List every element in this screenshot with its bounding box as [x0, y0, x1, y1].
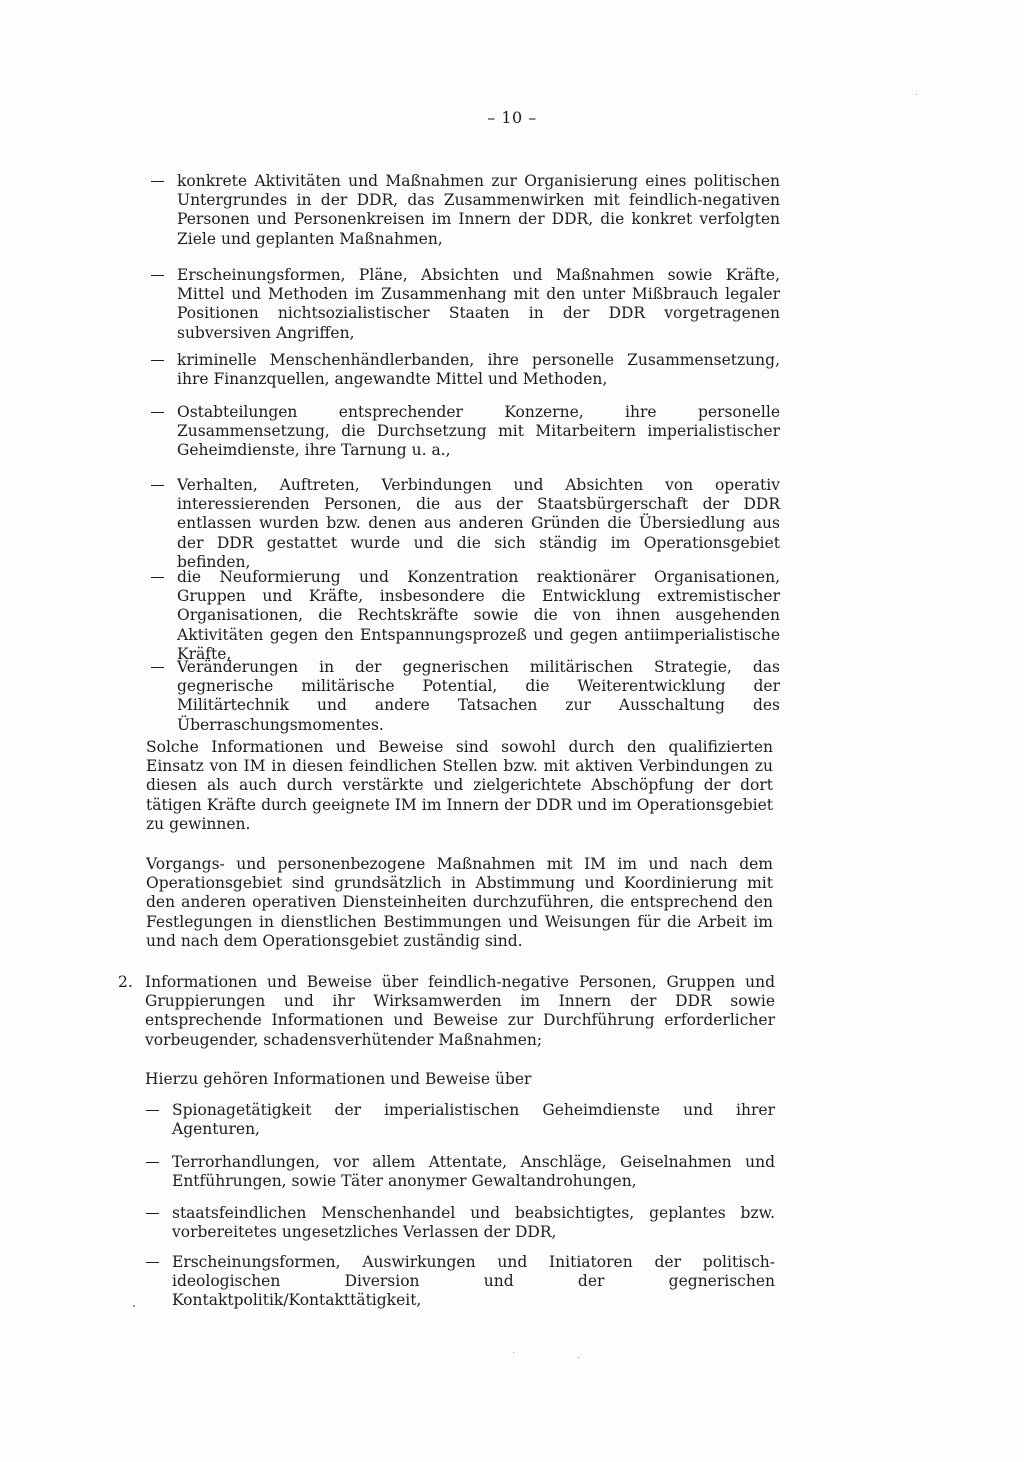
- list-item-text: Veränderungen in der gegnerischen militärischen Strategie, das gegnerische militärische Potential, die Weiterentwicklung der Militärtechnik und andere Tatsachen zur Ausschaltung des Überraschungsmomentes.: [177, 658, 780, 734]
- list-item: [148, 403, 780, 461]
- intro-text: Hierzu gehören Informationen und Beweise über: [145, 1070, 532, 1088]
- list-item-text: kriminelle Menschenhändlerbanden, ihre personelle Zusammensetzung, ihre Finanzquellen, angewandte Mittel und Methoden,: [177, 351, 780, 389]
- item-number: 2.: [118, 973, 133, 991]
- list-item: [148, 658, 780, 735]
- numbered-item: [118, 973, 775, 1050]
- scan-speck: [916, 94, 917, 95]
- list-item-text: Ostabteilungen entsprechender Konzerne, ihre personelle Zusammensetzung, die Durchsetzung mit Mitarbeitern imperialistischer Geheimdienste, ihre Tarnung u. a.,: [177, 403, 780, 460]
- list-item: [143, 1204, 775, 1242]
- list-item-text: staatsfeindlichen Menschenhandel und beabsichtigtes, geplantes bzw. vorbereitetes ungesetzliches Verlassen der DDR,: [172, 1204, 775, 1242]
- list-item-text: Erscheinungsformen, Pläne, Absichten und Maßnahmen sowie Kräfte, Mittel und Methoden im Zusammenhang mit den unter Mißbrauch legaler Positionen nichtsozialistischer Staaten in der DDR vorgetragenen subversiven Angriffen,: [177, 266, 780, 342]
- list-item: [148, 351, 780, 389]
- body-paragraph: Solche Informationen und Beweise sind sowohl durch den qualifizierten Einsatz von IM in diesen feindlichen Stellen bzw. mit aktiven Verbindungen zu diesen als auch durch verstärkte und zielgerichtete Abschöpfung der dort tätigen Kräfte durch geeignete IM im Innern der DDR und im Operationsgebiet zu gewinnen.: [146, 738, 773, 833]
- numbered-item-text: Informationen und Beweise über feindlich-negative Personen, Gruppen und Gruppierungen und ihr Wirksamwerden im Innern der DDR sowie entsprechende Informationen und Beweise zur Durchführung erforderlicher vorbeugender, schadensverhütender Maßnahmen;: [145, 973, 775, 1049]
- body-paragraph: Vorgangs- und personenbezogene Maßnahmen mit IM im und nach dem Operationsgebiet sind grundsätzlich in Abstimmung und Koordinierung mit den anderen operativen Diensteinheiten durchzuführen, die entsprechend den Festlegungen in dienstlichen Bestimmungen und Weisungen für die Arbeit im und nach dem Operationsgebiet zuständig sind.: [146, 855, 773, 950]
- list-item: [148, 172, 780, 249]
- list-item: [143, 1153, 775, 1191]
- list-item-text: Terrorhandlungen, vor allem Attentate, Anschläge, Geiselnahmen und Entführungen, sowie Täter anonymer Gewaltandrohungen,: [172, 1153, 775, 1191]
- list-item-text: Spionagetätigkeit der imperialistischen Geheimdienste und ihrer Agenturen,: [172, 1101, 775, 1139]
- list-item-text: konkrete Aktivitäten und Maßnahmen zur Organisierung eines politischen Untergrundes in der DDR, das Zusammenwirken mit feindlich-negativen Personen und Personenkreisen im Innern der DDR, die konkret verfolgten Ziele und geplanten Maßnahmen,: [177, 172, 780, 248]
- scan-speck: [133, 1305, 135, 1307]
- scan-speck: [513, 1352, 514, 1353]
- scan-speck: [578, 1357, 579, 1358]
- list-item: [143, 1101, 775, 1139]
- list-item: [148, 476, 780, 572]
- list-item: [143, 1253, 775, 1311]
- list-item-text: die Neuformierung und Konzentration reaktionärer Organisationen, Gruppen und Kräfte, insbesondere die Entwicklung extremistischer Organisationen, die Rechtskräfte sowie die von ihnen ausgehenden Aktivitäten gegen den Entspannungsprozeß und gegen antiimperialistische Kräfte,: [177, 568, 780, 663]
- list-item-text: Erscheinungsformen, Auswirkungen und Initiatoren der politisch-ideologischen Diversion und der gegnerischen Kontaktpolitik/Kontakttätigkeit,: [172, 1253, 775, 1310]
- list-item-text: Verhalten, Auftreten, Verbindungen und Absichten von operativ interessierenden Personen, die aus der Staatsbürgerschaft der DDR entlassen wurden bzw. denen aus anderen Gründen die Übersiedlung aus der DDR gestattet wurde und die sich ständig im Operationsgebiet befinden,: [177, 476, 780, 571]
- page-number: – 10 –: [487, 108, 537, 127]
- list-item: [148, 568, 780, 664]
- list-item: [148, 266, 780, 343]
